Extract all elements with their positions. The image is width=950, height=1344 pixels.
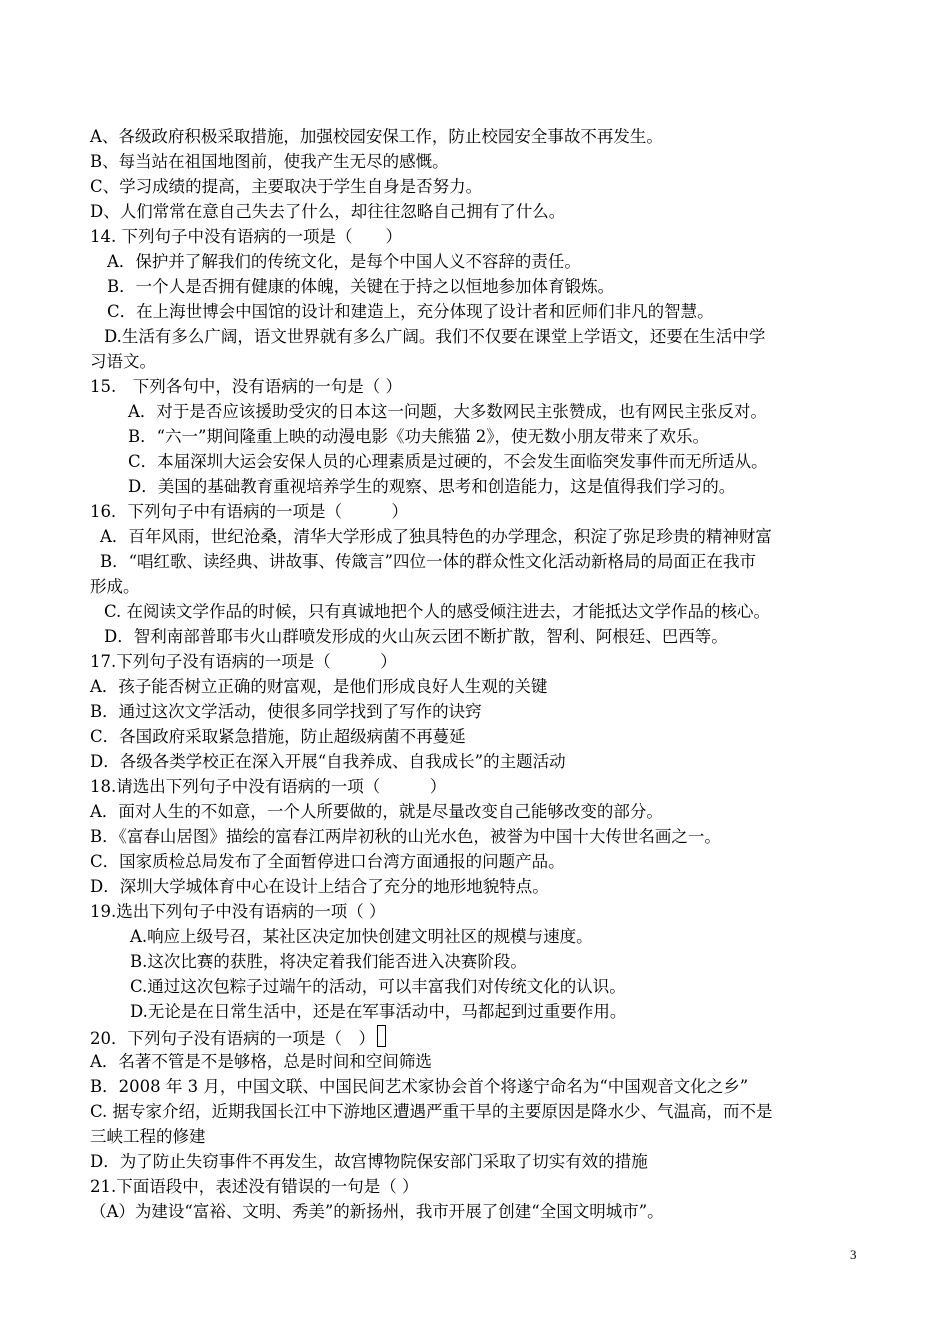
option-line: A．百年风雨，世纪沧桑，清华大学形成了独具特色的办学理念，积淀了弥足珍贵的精神财富 [100,527,772,546]
option-line: D．美国的基础教育重视培养学生的观察、思考和创造能力，这是值得我们学习的。 [128,477,736,496]
option-line: D、人们常常在意自己失去了什么，却往往忽略自己拥有了什么。 [90,202,566,221]
option-line: C. 据专家介绍，近期我国长江中下游地区遭遇严重干旱的主要原因是降水少、气温高，而不是 [90,1102,773,1121]
question-20-text: 20．下列句子没有语病的一项是（ ） [90,1029,375,1048]
option-line: （A）为建设“富裕、文明、秀美”的新扬州，我市开展了创建“全国文明城市”。 [90,1202,664,1221]
page-number: 3 [850,1247,857,1262]
option-line: B．“六一”期间隆重上映的动漫电影《功夫熊猫 2》，使无数小朋友带来了欢乐。 [128,427,709,446]
option-line-continued: 习语文。 [90,352,156,371]
option-line: A．保护并了解我们的传统文化，是每个中国人义不容辞的责任。 [107,252,581,271]
option-line: D．智利南部普耶韦火山群喷发形成的火山灰云团不断扩散，智利、阿根廷、巴西等。 [104,627,728,646]
option-line: D．深圳大学城体育中心在设计上结合了充分的地形地貌特点。 [90,877,549,896]
option-line: C．本届深圳大运会安保人员的心理素质是过硬的，不会发生面临突发事件而无所适从。 [128,452,768,471]
option-line: B．2008 年 3 月，中国文联、中国民间艺术家协会首个将遂宁命名为“中国观音文化之乡” [90,1077,749,1096]
option-line: C. 在阅读文学作品的时候，只有真诚地把个人的感受倾注进去，才能抵达文学作品的核心。 [104,602,771,621]
option-line: C．在上海世博会中国馆的设计和建造上，充分体现了设计者和匠师们非凡的智慧。 [107,302,714,321]
option-line: D．为了防止失窃事件不再发生，故宫博物院保安部门采取了切实有效的措施 [90,1152,648,1171]
option-line: D.无论是在日常生活中，还是在军事活动中，马都起到过重要作用。 [130,1002,627,1021]
option-line: C、学习成绩的提高，主要取决于学生自身是否努力。 [90,177,483,196]
option-line: D．各级各类学校正在深入开展“自我养成、自我成长”的主题活动 [90,752,566,771]
option-line: C.通过这次包粽子过端午的活动，可以丰富我们对传统文化的认识。 [130,977,626,996]
question-15: 15. 下列各句中，没有语病的一句是（ ） [90,377,402,396]
question-14: 14. 下列句子中没有语病的一项是（ ） [90,227,402,246]
text-cursor-box [377,1025,386,1047]
option-line: B．《富春山居图》描绘的富春江两岸初秋的山光水色，被誉为中国十大传世名画之一。 [90,827,721,846]
option-line: A．名著不管是不是够格，总是时间和空间筛选 [90,1052,432,1071]
question-17: 17.下列句子没有语病的一项是（ ） [90,652,397,671]
question-20 [90,1025,870,1051]
option-line: C．各国政府采取紧急措施，防止超级病菌不再蔓延 [90,727,466,746]
option-line: A．面对人生的不如意，一个人所要做的，就是尽量改变自己能够改变的部分。 [90,802,663,821]
option-line: A.响应上级号召，某社区决定加快创建文明社区的规模与速度。 [130,927,593,946]
option-line-continued: 形成。 [90,577,140,596]
option-line: B．通过这次文学活动，使很多同学找到了写作的诀窍 [90,702,482,721]
option-line: B．一个人是否拥有健康的体魄，关键在于持之以恒地参加体育锻炼。 [107,277,615,296]
option-line: B．“唱红歌、读经典、讲故事、传箴言”四位一体的群众性文化活动新格局的局面正在我市 [100,552,756,571]
option-line: B.这次比赛的获胜，将决定着我们能否进入决赛阶段。 [130,952,527,971]
option-line: D.生活有多么广阔，语文世界就有多么广阔。我们不仅要在课堂上学语文，还要在生活中学 [104,327,766,346]
option-line: A．孩子能否树立正确的财富观，是他们形成良好人生观的关键 [90,677,548,696]
option-line: B、每当站在祖国地图前，使我产生无尽的感慨。 [90,152,449,171]
option-line: A．对于是否应该援助受灾的日本这一问题，大多数网民主张赞成，也有网民主张反对。 [128,402,767,421]
option-line: A、各级政府积极采取措施，加强校园安保工作，防止校园安全事故不再发生。 [90,127,663,146]
question-16: 16．下列句子中有语病的一项是（ ） [90,502,408,521]
option-line-continued: 三峡工程的修建 [90,1127,206,1146]
question-18: 18.请选出下列句子中没有语病的一项（ ） [90,777,447,796]
question-19: 19.选出下列句子中没有语病的一项（ ） [90,902,386,921]
question-21: 21.下面语段中，表述没有错误的一句是（ ） [90,1177,419,1196]
option-line: C．国家质检总局发布了全面暂停进口台湾方面通报的问题产品。 [90,852,565,871]
